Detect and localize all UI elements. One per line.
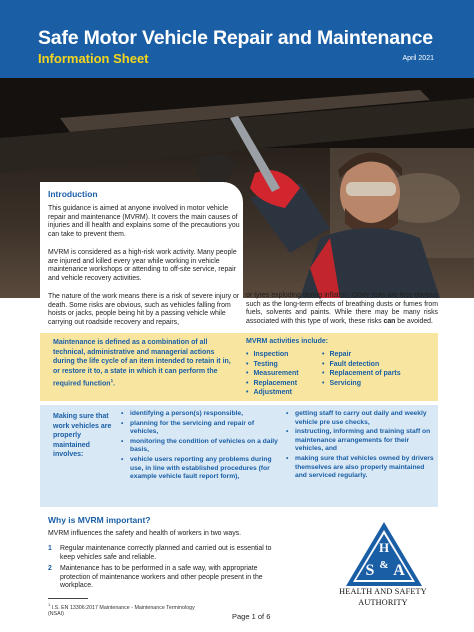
footnote-divider [48, 598, 88, 599]
footnote-marker: 1 [48, 602, 51, 607]
activities-list-left [246, 350, 299, 398]
why-item-2: Maintenance has to be performed in a safe way, with appropriate protection of maintenance workers and other people present in the workplace. [60, 565, 263, 590]
maintenance-definition [53, 338, 231, 389]
page-number: Page 1 of 6 [232, 612, 271, 621]
authority-name-line-2: AUTHORITY [358, 597, 408, 607]
list-item: • Inspection [246, 350, 299, 360]
list-item: • Testing [246, 360, 299, 370]
list-item: • Fault detection [322, 360, 401, 370]
logo-letter-a: A [393, 562, 405, 579]
why-intro: MVRM influences the safety and health of workers in two ways. [48, 530, 242, 537]
list-item: • Measurement [246, 369, 299, 379]
publication-date: April 2021 [402, 55, 434, 62]
list-item: • instructing, informing and training staff on maintenance arrangements for their vehicles, and [286, 428, 434, 454]
authority-name-line-1: HEALTH AND SAFETY [339, 587, 427, 596]
introduction-paragraph-1: This guidance is aimed at anyone involved in motor vehicle repair and maintenance (MVRM). It covers the main causes of injuries and ill health and explains some of the precautions you can take to prevent them. [48, 205, 240, 238]
emphasis-text: can [383, 317, 396, 325]
logo-letter-h: H [378, 540, 390, 555]
why-heading: Why is MVRM important? [48, 515, 151, 525]
footnote-text: I.S. EN 13306:2017 Maintenance - Maintenance Terminology (NSAI) [48, 604, 195, 618]
document-subtitle: Information Sheet [38, 51, 149, 66]
continued-end: be avoided. [397, 317, 433, 325]
footnote [48, 602, 198, 618]
list-item: • monitoring the condition of vehicles on a daily basis, [121, 438, 281, 455]
item-number: 2 [48, 565, 52, 572]
requirements-label: Making sure that work vehicles are properly maintained involves: [53, 413, 112, 459]
definition-end: . [113, 380, 116, 388]
logo-letter-s: S [365, 562, 375, 579]
introduction-paragraph-2: MVRM is considered as a high-risk work activity. Many people are injured and killed every year while working in vehicle maintenance workshops or attending to off-site service, repair and vehicle recovery activities. [48, 249, 237, 282]
requirements-list-left [121, 410, 281, 483]
list-item: • making sure that vehicles owned by drivers themselves are also properly maintained and serviced regularly. [286, 455, 434, 481]
logo-ampersand: & [379, 559, 389, 571]
activities-heading: MVRM activities include: [246, 338, 329, 345]
item-number: 1 [48, 545, 52, 552]
document-title: Safe Motor Vehicle Repair and Maintenance [38, 27, 433, 49]
why-item-1: Regular maintenance correctly planned and carried out is essential to keep vehicles safe and reliable. [60, 545, 272, 561]
introduction-heading: Introduction [48, 189, 98, 199]
hsa-triangle-icon [344, 520, 424, 588]
definition-footnote-marker: 1 [110, 378, 114, 384]
list-item: • Repair [322, 350, 401, 360]
list-item: • Replacement [246, 379, 299, 389]
list-item: • getting staff to carry out daily and weekly vehicle pre use checks, [286, 410, 434, 427]
continued-text: or tyres exploding during inflation. Other risks are less obvious such as the long-term effects of breathing dusts or fumes from fuels, solvents and paints. While there may be many risks associated with this type of work, these risks [246, 292, 438, 325]
authority-name [318, 587, 448, 608]
requirements-list-right [286, 410, 434, 482]
activities-list-right [322, 350, 401, 388]
list-item: • planning for the servicing and repair of vehicles, [121, 420, 281, 437]
list-item: • vehicle users reporting any problems during use, in line with established procedures (for example vehicle fault report form), [121, 456, 281, 482]
introduction-paragraph-3-continued [246, 292, 438, 326]
list-item: • identifying a person(s) responsible, [121, 410, 281, 419]
list-item: • Replacement of parts [322, 369, 401, 379]
list-item: • Servicing [322, 379, 401, 389]
list-item: • Adjustment [246, 388, 299, 398]
definition-text: Maintenance is defined as a combination of all technical, administrative and managerial actions during the life cycle of an item intended to retain it in, or restore it to, a state in which it can perform the required function [53, 339, 231, 388]
introduction-paragraph-3: The nature of the work means there is a risk of severe injury or death. Some risks are obvious, such as vehicles falling from hoists or jacks, people being hit by a passing vehicle while carrying out roadside recovery and repairs, [48, 293, 240, 326]
hsa-logo [344, 520, 424, 588]
